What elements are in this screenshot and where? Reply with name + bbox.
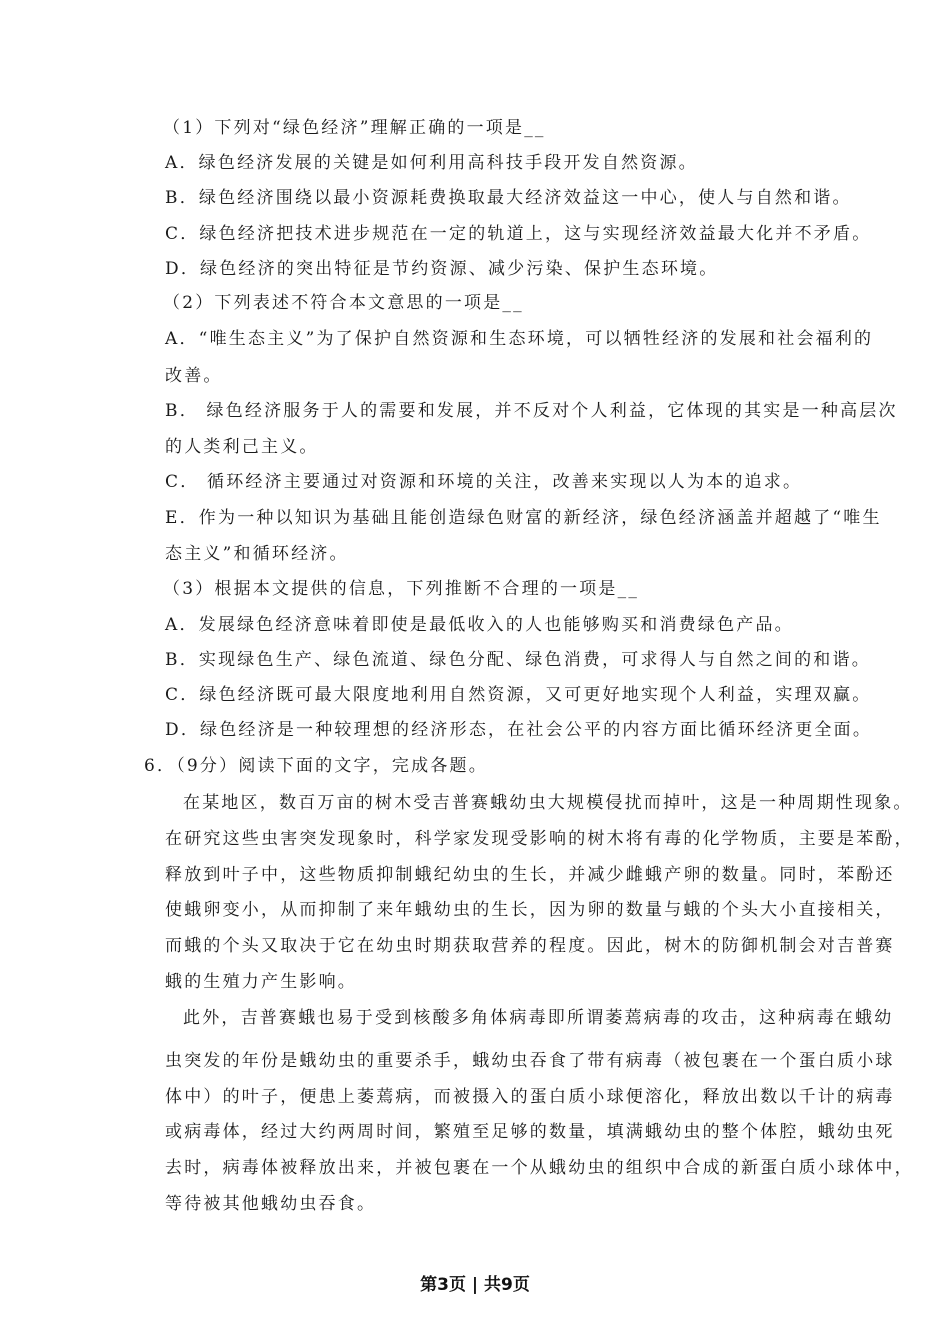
question-2-option-c: C． 循环经济主要通过对资源和环境的关注，改善来实现以人为本的追求。	[165, 472, 803, 492]
question-2-option-e: E．作为一种以知识为基础且能创造绿色财富的新经济，绿色经济涵盖并超越了“唯生	[165, 508, 882, 528]
question-1-option-d: D．绿色经济的突出特征是节约资源、减少污染、保护生态环境。	[165, 259, 719, 279]
question-2-stem: （2）下列表述不符合本文意思的一项是__	[163, 293, 524, 313]
passage-p2-line: 去时，病毒体被释放出来，并被包裹在一个从蛾幼虫的组织中合成的新蛋白质小球体中，	[165, 1158, 914, 1178]
question-6-heading: 6．（9分）阅读下面的文字，完成各题。	[144, 756, 488, 776]
question-3-option-d: D．绿色经济是一种较理想的经济形态，在社会公平的内容方面比循环经济更全面。	[165, 720, 873, 740]
question-2-option-e-cont: 态主义”和循环经济。	[165, 544, 349, 564]
question-3-option-a: A．发展绿色经济意味着即使是最低收入的人也能够购买和消费绿色产品。	[165, 615, 794, 635]
question-3-option-c: C．绿色经济既可最大限度地利用自然资源，又可更好地实现个人利益，实理双赢。	[165, 685, 872, 705]
passage-p2-line: 虫突发的年份是蛾幼虫的重要杀手，蛾幼虫吞食了带有病毒（被包裹在一个蛋白质小球	[165, 1051, 895, 1071]
page-number-footer: 第3页 | 共9页	[420, 1275, 530, 1295]
passage-p2-line: 体中）的叶子，便患上萎蔫病，而被摄入的蛋白质小球便溶化，释放出数以千计的病毒	[165, 1087, 895, 1107]
question-1-stem: （1）下列对“绿色经济”理解正确的一项是__	[163, 118, 546, 138]
question-2-option-a: A．“唯生态主义”为了保护自然资源和生态环境，可以牺牲经济的发展和社会福利的	[165, 329, 874, 349]
question-2-option-a-cont: 改善。	[165, 366, 223, 386]
question-3-stem: （3）根据本文提供的信息，下列推断不合理的一项是__	[163, 579, 640, 599]
passage-p1-line: 在研究这些虫害突发现象时，科学家发现受影响的树木将有毒的化学物质，主要是苯酚，	[165, 829, 914, 849]
passage-p1-line: 而蛾的个头又取决于它在幼虫时期获取营养的程度。因此，树木的防御机制会对吉普赛	[165, 936, 895, 956]
passage-p1-line: 蛾的生殖力产生影响。	[165, 972, 357, 992]
question-1-option-c: C．绿色经济把技术进步规范在一定的轨道上，这与实现经济效益最大化并不矛盾。	[165, 224, 872, 244]
passage-p2-line: 此外，吉普赛蛾也易于受到核酸多角体病毒即所谓萎蔫病毒的攻击，这种病毒在蛾幼	[183, 1008, 894, 1028]
passage-p1-line: 使蛾卵变小，从而抑制了来年蛾幼虫的生长，因为卵的数量与蛾的个头大小直接相关，	[165, 900, 895, 920]
passage-p1-line: 在某地区，数百万亩的树木受吉普赛蛾幼虫大规模侵扰而掉叶，这是一种周期性现象。	[183, 793, 913, 813]
question-3-option-b: B．实现绿色生产、绿色流道、绿色分配、绿色消费，可求得人与自然之间的和谐。	[165, 650, 871, 670]
passage-p2-line: 或病毒体，经过大约两周时间，繁殖至足够的数量，填满蛾幼虫的整个体腔，蛾幼虫死	[165, 1122, 895, 1142]
question-1-option-a: A．绿色经济发展的关键是如何利用高科技手段开发自然资源。	[165, 153, 698, 173]
passage-p1-line: 释放到叶子中，这些物质抑制蛾纪幼虫的生长，并减少雌蛾产卵的数量。同时，苯酚还	[165, 865, 895, 885]
question-2-option-b-cont: 的人类利己主义。	[165, 437, 319, 457]
passage-p2-line: 等待被其他蛾幼虫吞食。	[165, 1194, 377, 1214]
question-2-option-b: B． 绿色经济服务于人的需要和发展，并不反对个人利益，它体现的其实是一种高层次	[165, 401, 898, 421]
question-1-option-b: B．绿色经济围绕以最小资源耗费换取最大经济效益这一中心，使人与自然和谐。	[165, 188, 852, 208]
